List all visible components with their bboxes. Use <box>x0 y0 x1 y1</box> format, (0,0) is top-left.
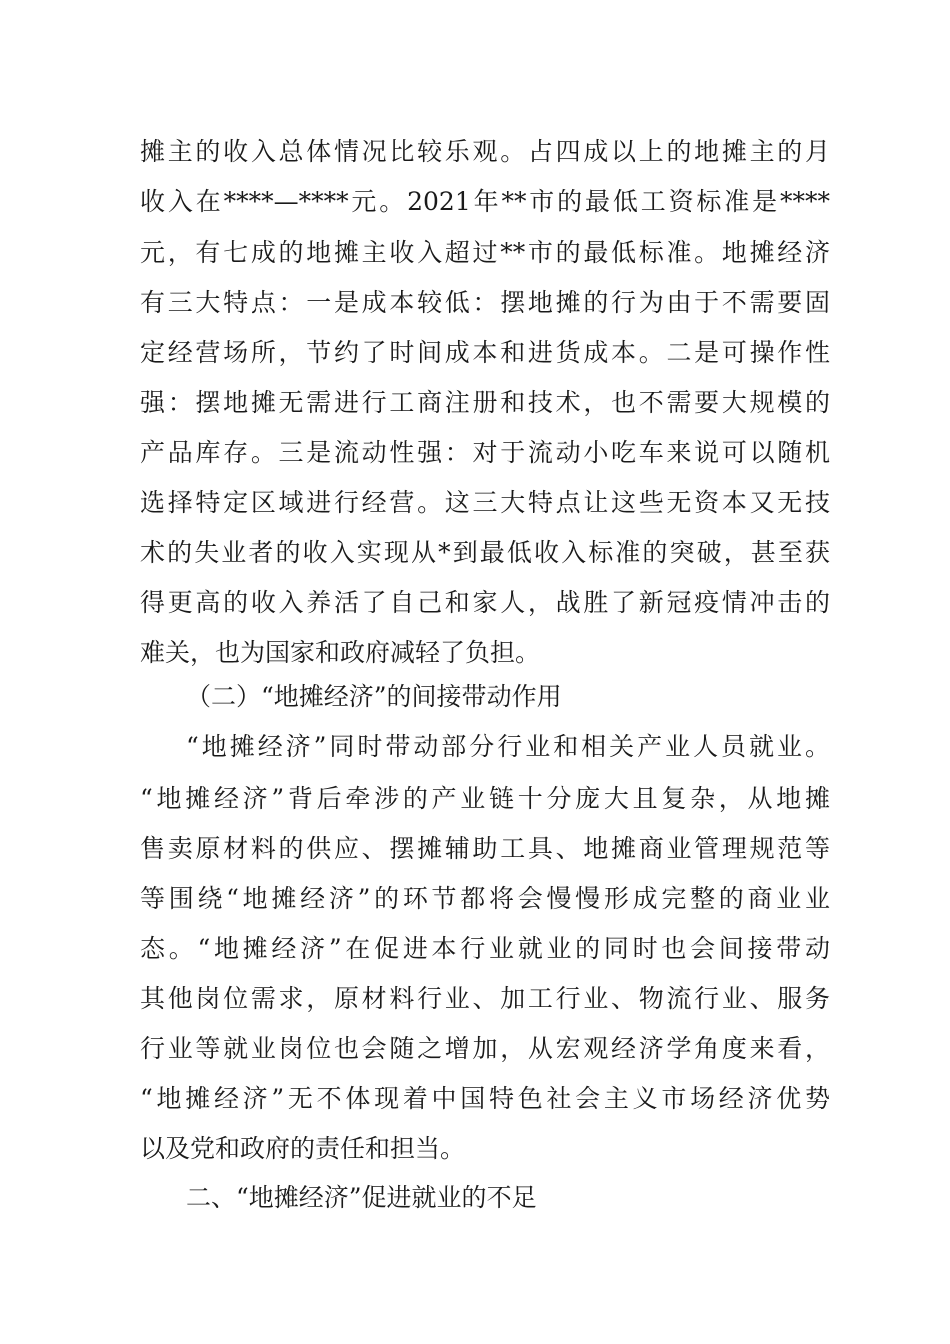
text-line: 摊主的收入总体情况比较乐观。占四成以上的地摊主的月 <box>140 137 830 166</box>
subheading-indirect-effect: （二）“地摊经济”的间接带动作用 <box>186 682 562 711</box>
text-line: 强：摆地摊无需进行工商注册和技术，也不需要大规模的 <box>140 388 830 417</box>
text-line: 等围绕“地摊经济”的环节都将会慢慢形成完整的商业业 <box>140 884 830 913</box>
text-line: 态。“地摊经济”在促进本行业就业的同时也会间接带动 <box>140 934 830 963</box>
text-line: 有三大特点：一是成本较低：摆地摊的行为由于不需要固 <box>140 288 830 317</box>
text-line: 产品库存。三是流动性强：对于流动小吃车来说可以随机 <box>140 438 830 467</box>
text-line: 元，有七成的地摊主收入超过**市的最低标准。地摊经济 <box>140 238 830 267</box>
text-line: 得更高的收入养活了自己和家人，战胜了新冠疫情冲击的 <box>140 588 830 617</box>
text-line: “地摊经济”背后牵涉的产业链十分庞大且复杂，从地摊 <box>140 784 830 813</box>
section-heading-shortcomings: 二、“地摊经济”促进就业的不足 <box>186 1183 537 1212</box>
text-line: 行业等就业岗位也会随之增加，从宏观经济学角度来看， <box>140 1034 830 1063</box>
text-line: 以及党和政府的责任和担当。 <box>140 1134 466 1163</box>
text-line: “地摊经济”同时带动部分行业和相关产业人员就业。 <box>186 732 830 761</box>
text-line: “地摊经济”无不体现着中国特色社会主义市场经济优势 <box>140 1084 830 1113</box>
text-line: 选择特定区域进行经营。这三大特点让这些无资本又无技 <box>140 488 830 517</box>
text-line: 其他岗位需求，原材料行业、加工行业、物流行业、服务 <box>140 984 830 1013</box>
text-line: 定经营场所，节约了时间成本和进货成本。二是可操作性 <box>140 338 830 367</box>
text-line: 术的失业者的收入实现从*到最低收入标准的突破，甚至获 <box>140 538 830 567</box>
text-line: 收入在****—****元。2021年**市的最低工资标准是**** <box>140 187 830 216</box>
text-line: 售卖原材料的供应、摆摊辅助工具、地摊商业管理规范等 <box>140 834 830 863</box>
text-line: 难关，也为国家和政府减轻了负担。 <box>140 638 541 667</box>
